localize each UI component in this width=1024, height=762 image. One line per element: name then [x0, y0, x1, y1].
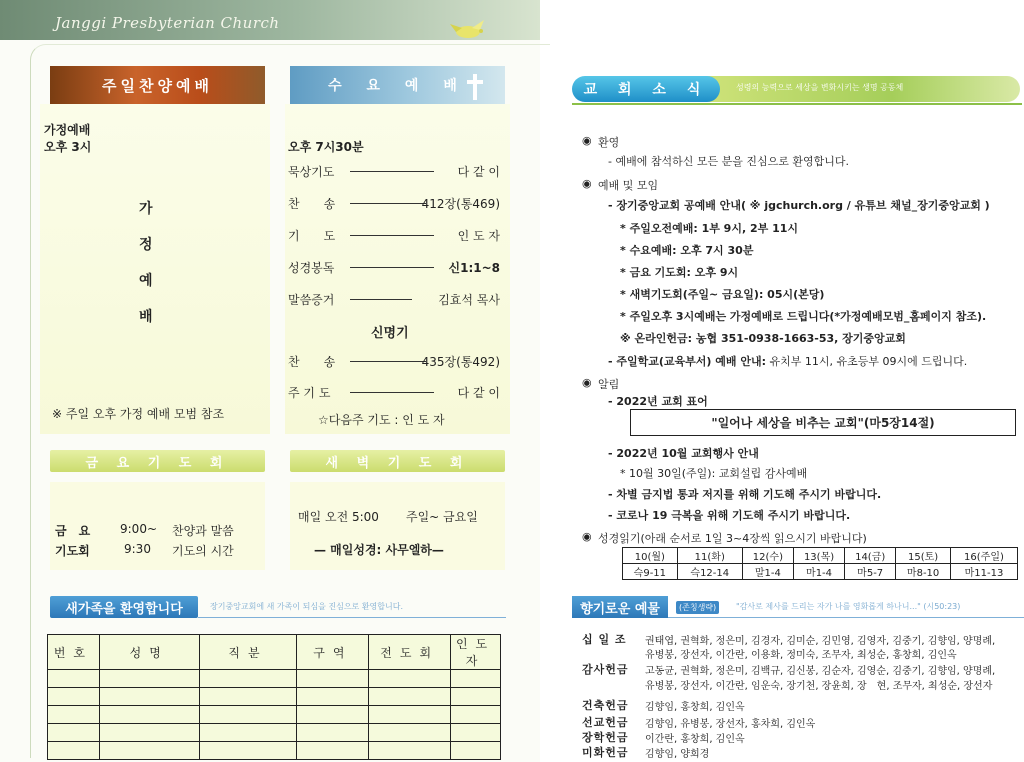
order-value: 435장(통492) — [421, 355, 500, 369]
table-cell[interactable] — [369, 742, 451, 760]
order-value: 다 같 이 — [457, 165, 500, 179]
prayer-request-1: - 차별 금지법 통과 저지를 위해 기도해 주시기 바랍니다. — [608, 488, 882, 501]
motto-box: "일어나 세상을 비추는 교회"(마5장14절) — [630, 409, 1016, 436]
table-cell[interactable] — [451, 670, 501, 688]
order-row-hymn2 — [288, 353, 500, 371]
friday-row1-time: 9:00~ — [120, 522, 158, 536]
news-rule — [572, 103, 1022, 105]
worship-item: * 주일오전예배: 1부 9시, 2부 11시 — [620, 222, 799, 235]
bible-title: 성경읽기(아래 순서로 1일 3~4장씩 읽으시기 바랍니다) — [598, 532, 867, 545]
news-subtitle: 성령의 능력으로 세상을 변화시키는 생명 공동체 — [736, 83, 904, 92]
order-label: 찬 송 — [288, 355, 336, 369]
vertical-char-3: 예 — [139, 273, 153, 289]
order-row-lords-prayer — [288, 384, 500, 402]
table-cell[interactable] — [48, 706, 100, 724]
table-cell[interactable] — [451, 742, 501, 760]
order-value: 김효석 목사 — [438, 293, 500, 307]
bible-day: 12(수) — [742, 548, 793, 564]
sunday-service-name: 가정예배 — [44, 123, 91, 137]
col-header-number: 번호 — [48, 635, 100, 670]
vertical-char-1: 가 — [139, 201, 153, 217]
table-cell[interactable] — [451, 688, 501, 706]
order-row-sermon — [288, 291, 500, 309]
table-cell[interactable] — [99, 688, 199, 706]
table-cell[interactable] — [199, 688, 297, 706]
bible-day: 11(화) — [677, 548, 742, 564]
bible-day: 13(목) — [793, 548, 844, 564]
order-label: 성경봉독 — [288, 261, 335, 275]
offering-names: 김향임, 유병봉, 장선자, 홍차희, 김인옥 — [645, 719, 816, 730]
bible-reading: 마11-13 — [950, 564, 1017, 580]
church-name: Janggi Presbyterian Church — [55, 14, 280, 32]
order-line — [350, 392, 434, 393]
table-cell[interactable] — [48, 670, 100, 688]
worship-item: * 주일오후 3시예배는 가정예배로 드립니다(*가정예배모범_홈페이지 참조). — [620, 310, 987, 323]
bible-day: 16(주일) — [950, 548, 1017, 564]
bullet-icon: ◉ — [582, 530, 592, 543]
table-cell[interactable] — [369, 706, 451, 724]
vertical-char-4: 배 — [139, 309, 153, 325]
offering-label: 십 일 조 — [582, 633, 627, 646]
bible-day: 14(금) — [845, 548, 896, 564]
table-cell[interactable] — [369, 724, 451, 742]
bible-reading: 슥12-14 — [677, 564, 742, 580]
table-cell[interactable] — [99, 742, 199, 760]
col-header-name: 성명 — [99, 635, 199, 670]
col-header-guide: 인도자 — [451, 635, 501, 670]
friday-row1-desc: 찬양과 말씀 — [172, 524, 234, 538]
news-tab: 교 회 소 식 — [572, 76, 720, 102]
bible-reading-table — [622, 547, 1018, 580]
vertical-char-2: 정 — [139, 237, 153, 253]
bible-reading: 마8-10 — [896, 564, 951, 580]
order-line — [350, 299, 412, 300]
table-cell[interactable] — [99, 706, 199, 724]
order-label: 주 기 도 — [288, 386, 331, 400]
friday-row1-label: 금 요 — [55, 524, 91, 538]
sunday-school-times: 유치부 11시, 유초등부 09시에 드립니다. — [766, 355, 968, 368]
dawn-time: 매일 오전 5:00 — [298, 510, 379, 524]
friday-banner: 금 요 기 도 회 — [50, 450, 265, 472]
bible-days-row — [623, 548, 1018, 564]
order-value: 신1:1~8 — [448, 261, 500, 275]
table-row — [48, 706, 501, 724]
table-row — [48, 742, 501, 760]
dove-icon — [448, 18, 490, 40]
offering-label: 건축헌금 — [582, 699, 629, 712]
table-cell[interactable] — [48, 688, 100, 706]
dawn-reading: — 매일성경: 사무엘하— — [314, 543, 444, 557]
worship-item: * 새벽기도회(주일~ 금요일): 05시(본당) — [620, 288, 825, 301]
friday-row2-time: 9:30 — [124, 542, 151, 556]
table-row — [48, 670, 501, 688]
table-cell[interactable] — [199, 670, 297, 688]
order-label: 말씀증거 — [288, 293, 335, 307]
worship-info: - 장기중앙교회 공예배 안내( ※ jgchurch.org / 유튜브 채널_장기중앙교회 ) — [608, 199, 990, 212]
offering-label: 선교헌금 — [582, 716, 629, 729]
sunday-banner: 주일찬양예배 — [50, 66, 265, 104]
sunday-school-label: - 주일학교(교육부서) 예배 안내: — [608, 355, 767, 368]
newcomer-table — [47, 634, 501, 760]
table-cell[interactable] — [369, 688, 451, 706]
newcomer-rule — [198, 617, 506, 618]
next-prayer: ☆다음주 기도 : 인 도 자 — [318, 413, 445, 427]
order-value: 인 도 자 — [457, 229, 500, 243]
order-row-hymn — [288, 195, 500, 213]
bible-readings-row — [623, 564, 1018, 580]
offering-names: 김향임, 홍창희, 김인옥 — [645, 702, 745, 713]
friday-row2-label: 기도회 — [55, 544, 90, 558]
bible-day: 15(토) — [896, 548, 951, 564]
table-cell[interactable] — [99, 670, 199, 688]
order-row-scripture — [288, 259, 500, 277]
order-row-prayer — [288, 227, 500, 245]
wednesday-banner — [290, 66, 505, 104]
table-row — [48, 688, 501, 706]
welcome-text: - 예배에 참석하신 모든 분을 진심으로 환영합니다. — [608, 155, 849, 168]
event-title: - 2022년 10월 교회행사 안내 — [608, 447, 759, 460]
order-label: 묵상기도 — [288, 165, 335, 179]
sunday-school-info — [608, 353, 967, 369]
offering-names: 고동균, 권혁화, 정은미, 김백규, 김신봉, 김순자, 김영순, 김중기, 김향임, 양명례, — [645, 666, 996, 677]
offering-label: 미화헌금 — [582, 746, 629, 759]
offering-tab: 향기로운 예물 — [572, 596, 668, 618]
table-cell[interactable] — [297, 706, 369, 724]
order-line — [350, 267, 434, 268]
order-line — [350, 235, 434, 236]
sermon-title: 신명기 — [371, 326, 409, 341]
wednesday-banner-label: 수 요 예 배 — [328, 78, 467, 94]
sunday-note: ※ 주일 오후 가정 예배 모범 참조 — [52, 407, 225, 421]
table-cell[interactable] — [199, 706, 297, 724]
table-header-row — [48, 635, 501, 670]
bible-reading: 마1-4 — [793, 564, 844, 580]
order-line — [350, 361, 426, 362]
order-line — [350, 203, 426, 204]
table-cell[interactable] — [297, 688, 369, 706]
bible-reading: 마5-7 — [845, 564, 896, 580]
worship-title: 예배 및 모임 — [598, 179, 659, 192]
table-cell[interactable] — [48, 742, 100, 760]
order-value: 다 같 이 — [457, 386, 500, 400]
order-line — [350, 171, 434, 172]
order-label: 찬 송 — [288, 197, 336, 211]
newcomer-note: 장기중앙교회에 새 가족이 되심을 진심으로 환영합니다. — [210, 602, 403, 611]
motto-title: - 2022년 교회 표어 — [608, 395, 708, 408]
offering-names: 유병봉, 장선자, 이간란, 임운숙, 장기천, 장윤희, 장 현, 조무자, 최성순, 장선자 — [645, 681, 993, 692]
event-item: * 10월 30일(주일): 교회설립 감사예배 — [620, 467, 808, 480]
wednesday-time: 오후 7시30분 — [288, 140, 364, 154]
sunday-time: 오후 3시 — [44, 140, 92, 154]
table-cell[interactable] — [199, 724, 297, 742]
offering-verse: "감사로 제사를 드리는 자가 나를 영화롭게 하나니..." (시50:23) — [736, 602, 961, 611]
table-cell[interactable] — [297, 742, 369, 760]
table-cell[interactable] — [297, 670, 369, 688]
cross-icon — [467, 74, 483, 100]
table-cell[interactable] — [451, 706, 501, 724]
order-value: 412장(통469) — [421, 197, 500, 211]
offering-label: 감사헌금 — [582, 663, 629, 676]
offering-names: 김향임, 양희경 — [645, 749, 710, 760]
bullet-icon: ◉ — [582, 376, 592, 389]
col-header-district: 구역 — [297, 635, 369, 670]
bullet-icon: ◉ — [582, 134, 592, 147]
order-row-silent-prayer — [288, 163, 500, 181]
table-cell[interactable] — [48, 724, 100, 742]
table-cell[interactable] — [369, 670, 451, 688]
col-header-title: 직분 — [199, 635, 297, 670]
dawn-days: 주일~ 금요일 — [406, 510, 478, 524]
notice-title: 알림 — [598, 378, 620, 391]
offering-names: 권태엽, 권혁화, 정은미, 김경자, 김미순, 김민영, 김영자, 김중기, 김향임, 양명례, — [645, 636, 996, 647]
offering-names: 이간란, 홍창희, 김인옥 — [645, 734, 745, 745]
table-cell[interactable] — [451, 724, 501, 742]
offering-rule — [668, 617, 1024, 618]
table-row — [48, 724, 501, 742]
worship-item: ※ 온라인헌금: 농협 351-0938-1663-53, 장기중앙교회 — [620, 332, 906, 345]
newcomer-banner: 새가족을 환영합니다 — [50, 596, 198, 618]
bible-reading: 슥9-11 — [623, 564, 678, 580]
order-label: 기 도 — [288, 229, 336, 243]
offering-names: 유병봉, 장선자, 이간란, 이용화, 정미숙, 조무자, 최성순, 홍창희, 김인옥 — [645, 650, 957, 661]
bullet-icon: ◉ — [582, 177, 592, 190]
bible-reading: 말1-4 — [742, 564, 793, 580]
table-cell[interactable] — [199, 742, 297, 760]
welcome-title: 환영 — [598, 136, 620, 149]
friday-row2-desc: 기도의 시간 — [172, 544, 234, 558]
table-cell[interactable] — [297, 724, 369, 742]
table-cell[interactable] — [99, 724, 199, 742]
bible-day: 10(월) — [623, 548, 678, 564]
dawn-banner: 새 벽 기 도 회 — [290, 450, 505, 472]
col-header-mission: 전도회 — [369, 635, 451, 670]
prayer-request-2: - 코로나 19 극복을 위해 기도해 주시기 바랍니다. — [608, 509, 851, 522]
worship-item: * 수요예배: 오후 7시 30분 — [620, 244, 754, 257]
worship-item: * 금요 기도회: 오후 9시 — [620, 266, 739, 279]
offering-badge: (존칭생략) — [676, 601, 719, 614]
offering-label: 장학헌금 — [582, 731, 629, 744]
